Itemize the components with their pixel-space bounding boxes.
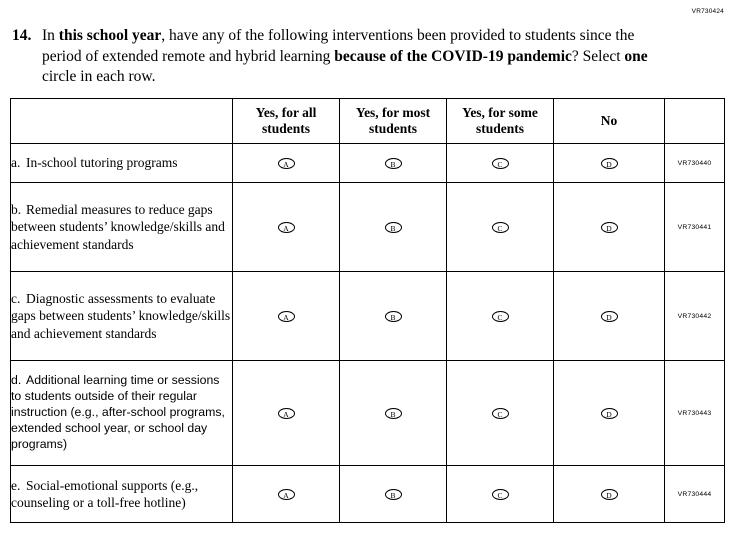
row-label-text: Social-emotional supports (e.g., counseling or a toll-free hotline) [11,477,199,510]
header-item-column [11,99,233,144]
option-cell[interactable] [340,183,447,272]
option-cell[interactable] [340,466,447,523]
response-bubble[interactable]: B [385,311,402,322]
row-label-cell [11,144,233,183]
response-bubble[interactable]: A [278,408,295,419]
row-letter: b. [11,202,22,218]
table-row [11,466,725,523]
row-label-cell [11,183,233,272]
response-grid [10,98,725,523]
option-cell[interactable] [340,144,447,183]
row-letter: c. [11,291,21,307]
option-cell[interactable] [447,272,554,361]
header-yes-all: Yes, for all students [233,99,340,144]
response-bubble[interactable]: D [601,489,618,500]
response-bubble[interactable]: C [492,408,509,419]
response-bubble[interactable]: C [492,158,509,169]
row-variable-id: VR730443 [665,361,725,466]
option-cell[interactable] [233,183,340,272]
row-label-cell [11,466,233,523]
row-label-cell [11,272,233,361]
response-bubble[interactable]: A [278,311,295,322]
row-label-text: Diagnostic assessments to evaluate gaps between students’ knowledge/skills and achievement standards [11,291,231,341]
table-row [11,361,725,466]
row-variable-id: VR730444 [665,466,725,523]
row-label-text: Remedial measures to reduce gaps between students’ knowledge/skills and achievement standards [11,202,225,252]
row-label-text: In-school tutoring programs [26,155,178,171]
option-cell[interactable] [554,272,665,361]
option-cell[interactable] [233,272,340,361]
response-bubble[interactable]: D [601,222,618,233]
header-yes-some: Yes, for some students [447,99,554,144]
option-cell[interactable] [447,361,554,466]
row-label-cell [11,361,233,466]
row-label-text: Additional learning time or sessions to students outside of their regular instruction (e.g., after-school programs, extended school year, or school day programs) [11,373,225,451]
question-number: 14. [12,27,32,44]
grid-body [11,144,725,523]
response-bubble[interactable]: C [492,311,509,322]
option-cell[interactable] [233,144,340,183]
table-row [11,183,725,272]
row-variable-id: VR730440 [665,144,725,183]
option-cell[interactable] [447,144,554,183]
response-bubble[interactable]: D [601,158,618,169]
response-bubble[interactable]: B [385,489,402,500]
table-row [11,144,725,183]
option-cell[interactable] [233,361,340,466]
row-letter: d. [11,373,22,388]
response-bubble[interactable]: B [385,408,402,419]
response-bubble[interactable]: B [385,158,402,169]
response-bubble[interactable]: A [278,489,295,500]
row-variable-id: VR730442 [665,272,725,361]
response-bubble[interactable]: C [492,489,509,500]
row-letter: e. [11,477,21,493]
option-cell[interactable] [447,183,554,272]
row-letter: a. [11,155,21,171]
question-block [12,26,662,88]
response-bubble[interactable]: A [278,158,295,169]
option-cell[interactable] [340,361,447,466]
page-form-id: VR730424 [691,8,724,15]
response-bubble[interactable]: D [601,311,618,322]
header-no: No [554,99,665,144]
response-bubble[interactable]: A [278,222,295,233]
table-row [11,272,725,361]
header-yes-most: Yes, for most students [340,99,447,144]
grid-header [11,99,725,144]
option-cell[interactable] [340,272,447,361]
option-cell[interactable] [233,466,340,523]
option-cell[interactable] [554,466,665,523]
response-bubble[interactable]: D [601,408,618,419]
option-cell[interactable] [554,361,665,466]
question-text: In this school year, have any of the following interventions been provided to students since the period of extended remote and hybrid learning because of the COVID-19 pandemic? Select one circle in each row. [42,27,648,86]
option-cell[interactable] [554,144,665,183]
response-bubble[interactable]: C [492,222,509,233]
row-variable-id: VR730441 [665,183,725,272]
option-cell[interactable] [554,183,665,272]
response-bubble[interactable]: B [385,222,402,233]
option-cell[interactable] [447,466,554,523]
header-vr-column [665,99,725,144]
